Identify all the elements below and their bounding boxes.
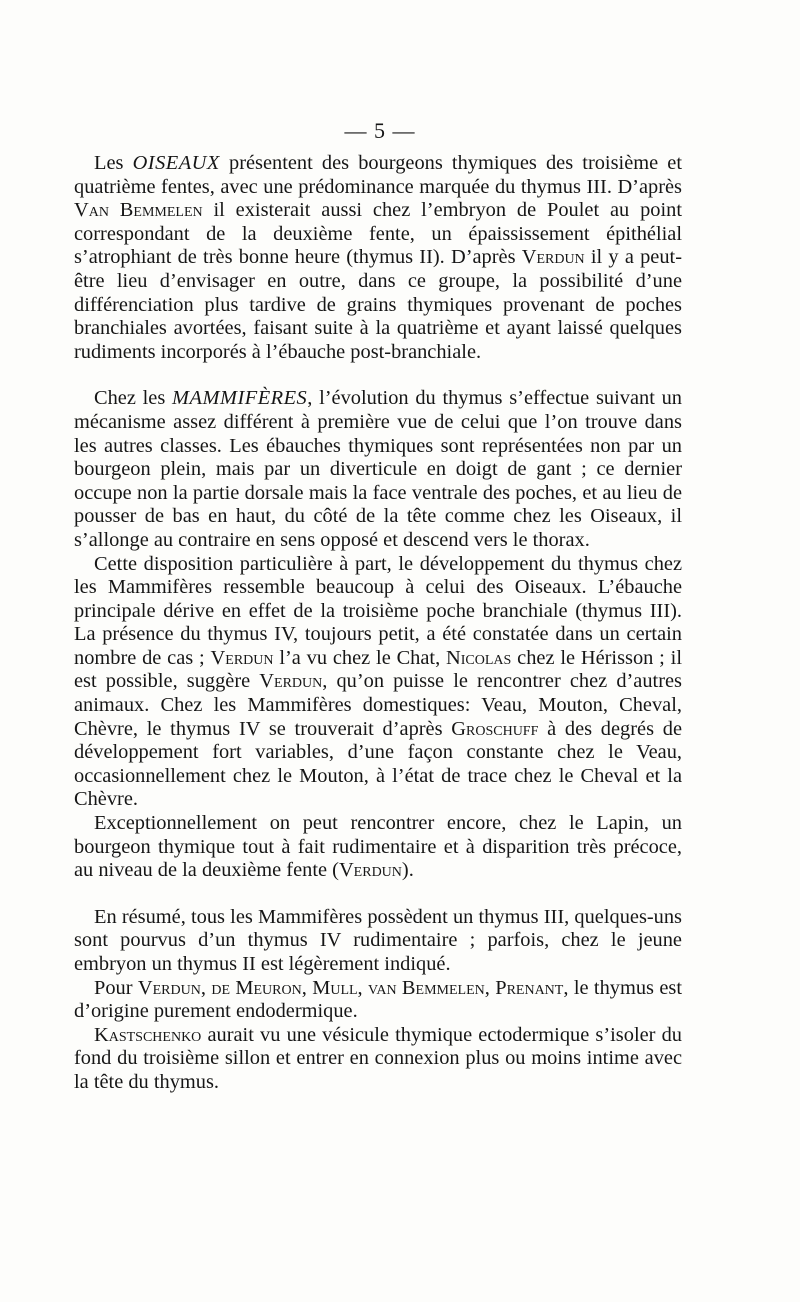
- paragraph-oiseaux: [74, 152, 682, 364]
- paragraph-kastschenko: [74, 1024, 682, 1095]
- term-mammiferes: MAMMIFÈRES: [172, 387, 308, 410]
- text-run: Pour: [94, 976, 138, 999]
- text-run: l’a vu chez le Chat,: [273, 646, 447, 669]
- text-run: Chez les: [94, 387, 173, 410]
- author-names: Verdun, de Meuron, Mull, van Bemmelen, Prenant: [137, 976, 564, 999]
- term-oiseaux: OISEAUX: [132, 152, 220, 174]
- paragraph-disposition: [74, 553, 682, 813]
- page-number: — 5 —: [344, 118, 416, 143]
- text-run: , le thymus est d’origine purement endodermique.: [74, 976, 682, 1023]
- text-run: présentent des bourgeons thymiques des troisième et quatrième fentes, avec une prédominance marquée du thymus III. D’après: [74, 152, 682, 198]
- text-run: chez le Hérisson ; il est possible, suggère: [74, 646, 683, 693]
- paragraph-resume: [74, 906, 682, 977]
- text-run: ).: [401, 859, 414, 882]
- author-name: Verdun: [338, 859, 402, 882]
- text-run: Cette disposition particulière à part, le développement du thymus chez les Mammifères ressemble beaucoup à celui des Oiseaux. L’ébauche principale dérive en effet de la troisième poche branchiale (thymus III). La présence du thymus IV, toujours petit, a été constatée dans un certain nombre de cas ;: [74, 552, 682, 669]
- text-run: il y a peut-être lieu d’envisager en outre, dans ce groupe, la possibilité d’une différenciation plus tardive de grains thymiques provenant de poches branchiales avortées, faisant suite à la quatrième et ayant laissé quelques rudiments incorporés à l’ébauche post-branchiale.: [74, 246, 682, 363]
- text-run: , l’évolution du thymus s’effectue suivant un mécanisme assez différent à première vue de celui que l’on trouve dans les autres classes. Les ébauches thymiques sont représentées non par un bourgeon plein, mais par un diverticule en doigt de gant ; ce dernier occupe non la partie dorsale mais la face ventrale des poches, et au lieu de pousser de bas en haut, du côté de la tête comme chez les Oiseaux, il s’allonge au contraire en sens opposé et descend vers le thorax.: [74, 387, 682, 551]
- text-run: En résumé, tous les Mammifères possèdent un thymus III, quelques-uns sont pourvus d’un thymus IV rudimentaire ; parfois, chez le jeune embryon un thymus II est légèrement indiqué.: [74, 905, 682, 975]
- author-name: Groschuff: [451, 717, 539, 740]
- text-run: Les: [94, 152, 133, 174]
- text-run: Exceptionnellement on peut rencontrer encore, chez le Lapin, un bourgeon thymique tout à fait rudimentaire et à disparition très précoce, au niveau de la deuxième fente (: [74, 812, 682, 882]
- text-run: , qu’on puisse le rencontrer chez d’autres animaux. Chez les Mammifères domestiques: Veau, Mouton, Cheval, Chèvre, le thymus IV se trouverait d’après: [74, 670, 682, 740]
- text-run: aurait vu une vésicule thymique ectodermique s’isoler du fond du troisième sillon et entrer en connexion plus ou moins intime avec la tête du thymus.: [74, 1023, 682, 1093]
- author-name: Verdun: [521, 246, 585, 269]
- text-run: il existerait aussi chez l’embryon de Poulet au point correspondant de la deuxième fente, un épaississement épithélial s’atrophiant de très bonne heure (thymus II). D’après: [74, 199, 682, 269]
- paragraph-mammiferes: [74, 387, 682, 552]
- author-name: Kastschenko: [94, 1023, 202, 1046]
- author-name: Nicolas: [446, 646, 512, 669]
- author-name: Verdun: [210, 646, 274, 669]
- paragraph-origin: [74, 977, 682, 1024]
- body-text: [74, 152, 682, 1095]
- text-run: à des degrés de développement fort variables, d’une façon constante chez le Veau, occasionnellement chez le Mouton, à l’état de trace chez le Cheval et la Chèvre.: [74, 717, 682, 811]
- author-name: Van Bemmelen: [74, 199, 203, 222]
- author-name: Verdun: [259, 670, 323, 693]
- paragraph-exception: [74, 812, 682, 883]
